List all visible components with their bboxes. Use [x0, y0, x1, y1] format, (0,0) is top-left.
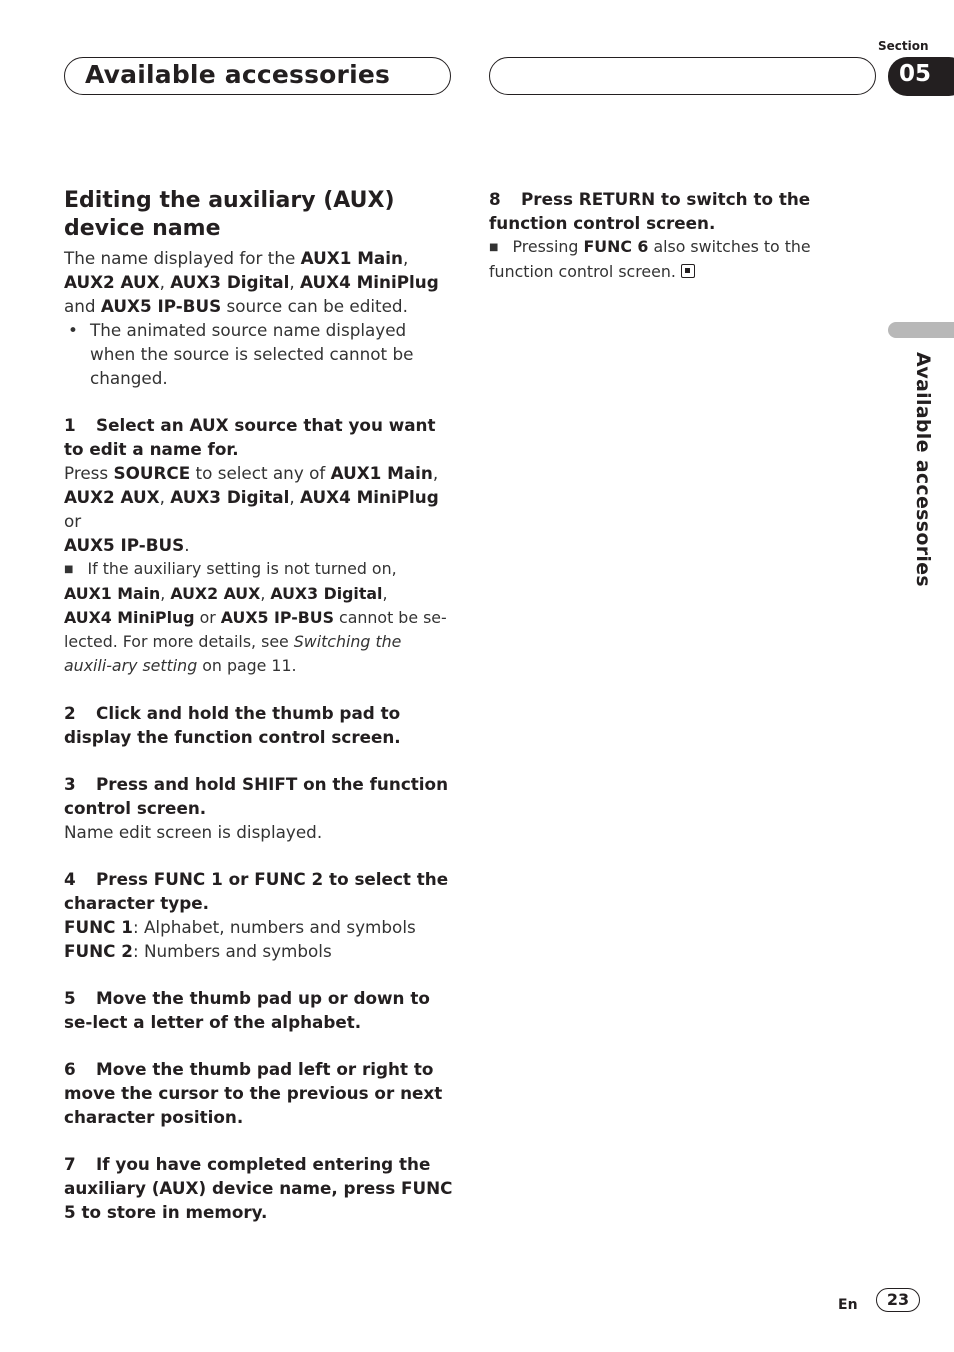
- step-text: Select an AUX source that you want to edit a name for.: [64, 415, 436, 459]
- end-of-section-icon: [681, 264, 695, 278]
- section-label: Section: [878, 39, 929, 53]
- sep: ,: [432, 463, 439, 483]
- page-title: Available accessories: [85, 60, 391, 89]
- step-5-heading: [64, 986, 454, 1034]
- note-text: or: [194, 608, 221, 627]
- aux1-name: AUX1 Main: [330, 463, 433, 483]
- body-text: .: [184, 535, 190, 555]
- step-8-note: [489, 235, 879, 284]
- intro-sep: ,: [159, 272, 171, 292]
- note-aux3: AUX3 Digital: [270, 584, 383, 603]
- intro-aux5: AUX5 IP-BUS: [100, 296, 222, 316]
- step-text: Move the thumb pad left or right to move the cursor to the previous or next character position.: [64, 1059, 443, 1127]
- intro-aux2: AUX2 AUX: [64, 272, 160, 292]
- right-column: [489, 187, 879, 284]
- step-text: Move the thumb pad up or down to se-lect a letter of the alphabet.: [64, 988, 430, 1032]
- section-heading: Editing the auxiliary (AUX) device name: [64, 188, 395, 241]
- step-text: Press RETURN to switch to the function control screen.: [489, 189, 811, 233]
- intro-aux4: AUX4 MiniPlug: [300, 272, 439, 292]
- language-label: En: [838, 1297, 858, 1313]
- step-number: 6: [64, 1059, 76, 1079]
- aux4-name: AUX4 MiniPlug: [300, 487, 439, 507]
- step-2-heading: [64, 701, 454, 749]
- step-number: 5: [64, 988, 76, 1008]
- body-text: to select any of: [190, 463, 331, 483]
- section-number-badge: 05: [888, 57, 954, 96]
- page-number: 23: [876, 1288, 920, 1312]
- step-4-option-1: [64, 915, 454, 939]
- cross-reference: Switching the auxili-ary setting: [64, 632, 402, 675]
- note-square-icon: ■: [64, 564, 74, 575]
- step-6-heading: [64, 1057, 454, 1129]
- step-number: 3: [64, 774, 76, 794]
- note-text: If the auxiliary setting is not turned on,: [87, 559, 397, 578]
- note-aux1: AUX1 Main: [64, 584, 161, 603]
- step-text: Press and hold SHIFT on the function control screen.: [64, 774, 449, 818]
- step-number: 7: [64, 1154, 76, 1174]
- note-aux2: AUX2 AUX: [170, 584, 261, 603]
- option-text: : Numbers and symbols: [132, 941, 332, 961]
- func6-key: FUNC 6: [583, 237, 649, 256]
- step-3-heading: [64, 772, 454, 820]
- note-text: Pressing: [512, 237, 584, 256]
- step-4-option-2: [64, 939, 454, 963]
- aux2-name: AUX2 AUX: [64, 487, 160, 507]
- aux5-name: AUX5 IP-BUS: [64, 535, 185, 555]
- option-text: : Alphabet, numbers and symbols: [132, 917, 416, 937]
- step-1-note: [64, 557, 454, 678]
- step-1-body: [64, 461, 454, 557]
- header-empty-box: [489, 57, 876, 95]
- note-square-icon: ■: [489, 242, 499, 253]
- left-column: [64, 187, 454, 1224]
- note-aux4: AUX4 MiniPlug: [64, 608, 195, 627]
- sep: ,: [289, 487, 301, 507]
- intro-sep: ,: [402, 248, 409, 268]
- side-tab-label: Available accessories: [912, 352, 934, 587]
- func1-key: FUNC 1: [64, 917, 133, 937]
- note-text: lected. For more details, see: [64, 632, 294, 651]
- note-text: also switches to the function control screen.: [489, 237, 811, 281]
- step-text: Click and hold the thumb pad to display the function control screen.: [64, 703, 401, 747]
- step-4-heading: [64, 867, 454, 915]
- intro-sep: ,: [289, 272, 301, 292]
- sep: ,: [260, 584, 271, 603]
- step-7-heading: [64, 1152, 454, 1224]
- step-text: Press FUNC 1 or FUNC 2 to select the character type.: [64, 869, 449, 913]
- intro-text: source can be edited.: [221, 296, 408, 316]
- aux3-name: AUX3 Digital: [170, 487, 290, 507]
- intro-text: and: [64, 296, 101, 316]
- step-number: 1: [64, 415, 76, 435]
- sep: ,: [160, 584, 171, 603]
- sep: ,: [159, 487, 171, 507]
- intro-aux3: AUX3 Digital: [170, 272, 290, 292]
- step-text: If you have completed entering the auxiliary (AUX) device name, press FUNC 5 to store in memory.: [64, 1154, 453, 1222]
- step-1-heading: [64, 413, 454, 461]
- note-text: on page 11.: [197, 656, 297, 675]
- step-number: 4: [64, 869, 76, 889]
- body-text: Press: [64, 463, 114, 483]
- step-number: 2: [64, 703, 76, 723]
- side-tab-bar: [888, 322, 954, 338]
- step-number: 8: [489, 189, 501, 209]
- intro-aux1: AUX1 Main: [300, 248, 403, 268]
- intro-text: The name displayed for the: [64, 248, 301, 268]
- step-3-body: Name edit screen is displayed.: [64, 822, 323, 842]
- source-key: SOURCE: [113, 463, 191, 483]
- note-aux5: AUX5 IP-BUS: [220, 608, 335, 627]
- body-text: or: [64, 511, 82, 531]
- bullet-text: The animated source name displayed when the source is selected cannot be changed.: [90, 320, 414, 388]
- func2-key: FUNC 2: [64, 941, 133, 961]
- intro-paragraph: [64, 246, 454, 318]
- note-text: cannot be se-: [334, 608, 447, 627]
- bullet-item: [64, 318, 454, 390]
- bullet-dot: •: [68, 320, 78, 340]
- sep: ,: [382, 584, 388, 603]
- header-title-box: [64, 57, 451, 95]
- step-8-heading: [489, 187, 879, 235]
